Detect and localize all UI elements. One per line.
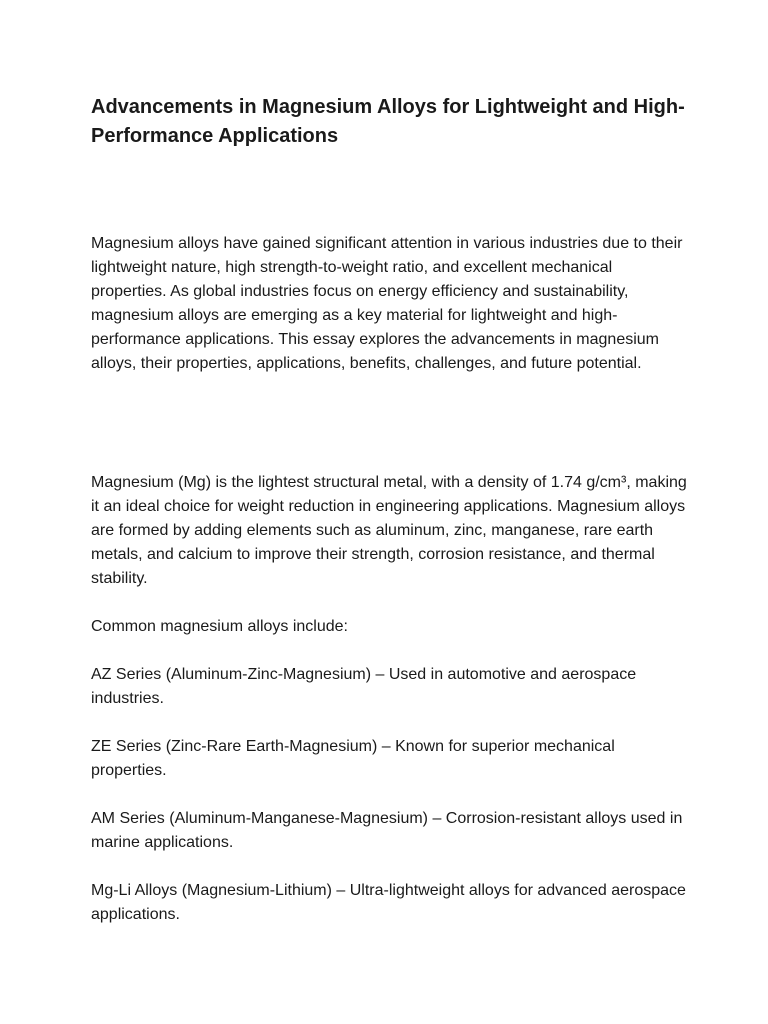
document-title: Advancements in Magnesium Alloys for Lightweight and High-Performance Applications bbox=[91, 96, 685, 147]
alloy-item-ze-series: ZE Series (Zinc-Rare Earth-Magnesium) – Known for superior mechanical properties. bbox=[91, 738, 615, 779]
intro-paragraph: Magnesium alloys have gained significant attention in various industries due to their lightweight nature, high strength-to-weight ratio, and excellent mechanical properties. As global industries focus on energy efficiency and sustainability, magnesium alloys are emerging as a key material for lightweight and high-performance applications. This essay explores the advancements in magnesium alloys, their properties, applications, benefits, challenges, and future potential. bbox=[91, 235, 683, 372]
alloy-item-am-series: AM Series (Aluminum-Manganese-Magnesium) – Corrosion-resistant alloys used in marine applications. bbox=[91, 810, 683, 851]
alloys-intro-paragraph: Common magnesium alloys include: bbox=[91, 618, 348, 635]
alloy-item-mg-li-alloys: Mg-Li Alloys (Magnesium-Lithium) – Ultra-lightweight alloys for advanced aerospace applications. bbox=[91, 882, 686, 923]
alloy-item-az-series: AZ Series (Aluminum-Zinc-Magnesium) – Used in automotive and aerospace industries. bbox=[91, 666, 637, 707]
magnesium-definition-paragraph: Magnesium (Mg) is the lightest structural metal, with a density of 1.74 g/cm³, making it an ideal choice for weight reduction in engineering applications. Magnesium alloys are formed by adding elements such as aluminum, zinc, manganese, rare earth metals, and calcium to improve their strength, corrosion resistance, and thermal stability. bbox=[91, 474, 687, 587]
